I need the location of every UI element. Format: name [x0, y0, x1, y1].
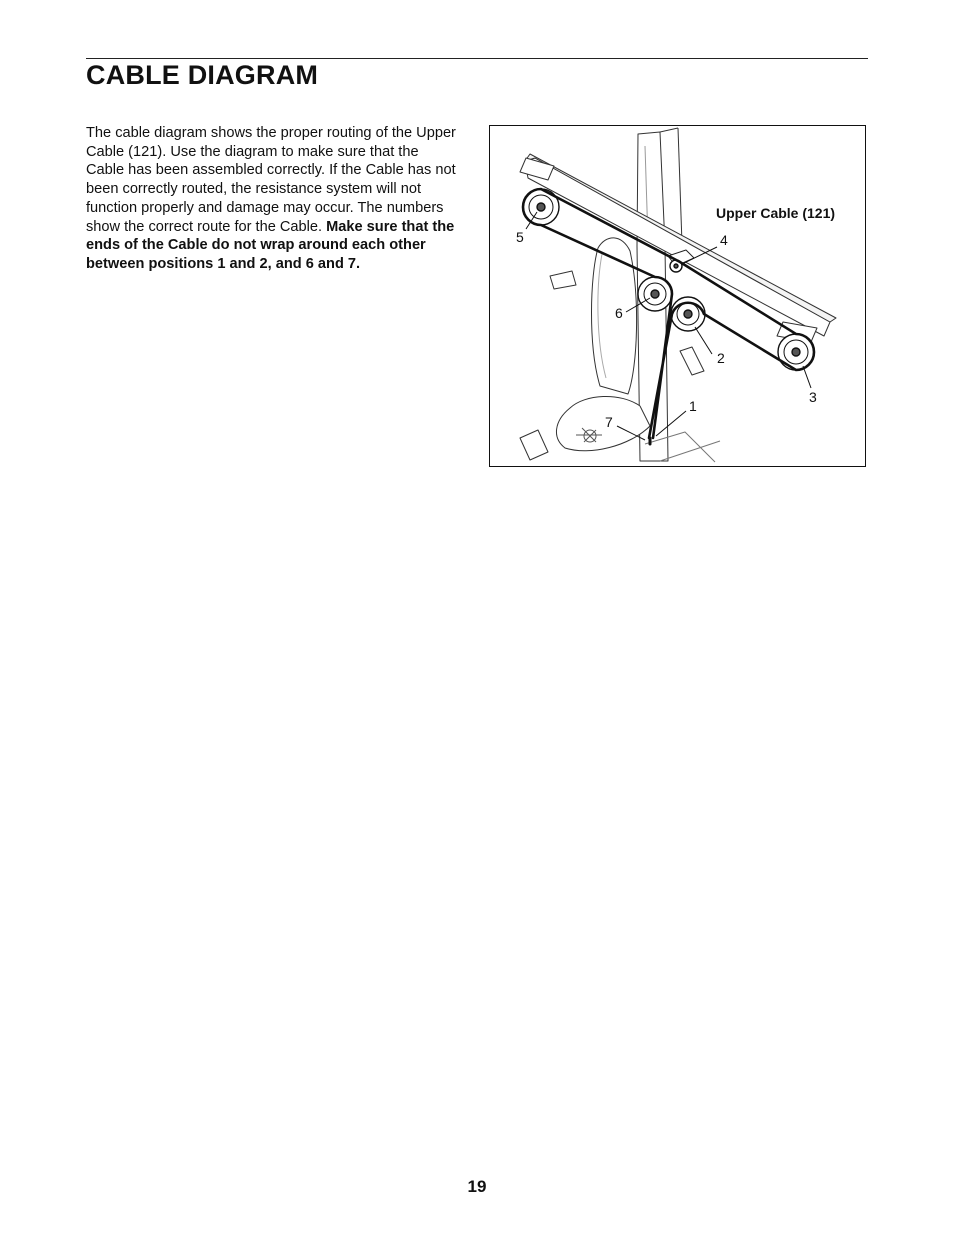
callout-3: 3 — [809, 389, 817, 405]
page-title: CABLE DIAGRAM — [86, 60, 319, 90]
seat — [556, 396, 650, 450]
upper-cable-label: Upper Cable (121) — [716, 205, 836, 221]
callout-7: 7 — [605, 414, 613, 430]
intro-paragraph — [86, 124, 458, 274]
callout-2: 2 — [717, 350, 725, 366]
cable-diagram-illustration — [490, 126, 866, 467]
callout-4: 4 — [720, 232, 728, 248]
upper-cable — [523, 189, 814, 444]
cable-diagram-figure — [489, 125, 866, 467]
intro-text: The cable diagram shows the proper routing of the Upper Cable (121). Use the diagram to make sure that the Cable has been assembled correctly. If the Cable has not been correctly routed, the resistance system will not function properly and damage may occur. The numbers show the correct route for the Cable. — [86, 125, 456, 235]
callout-6: 6 — [615, 305, 623, 321]
callout-5: 5 — [516, 229, 524, 245]
header-rule — [86, 58, 868, 59]
callout-1: 1 — [689, 398, 697, 414]
page-number: 19 — [467, 1177, 487, 1196]
intro-bold-warning: Make sure that the ends of the Cable do not wrap around each other between positions 1 and 2, and 6 and 7. — [86, 218, 455, 272]
